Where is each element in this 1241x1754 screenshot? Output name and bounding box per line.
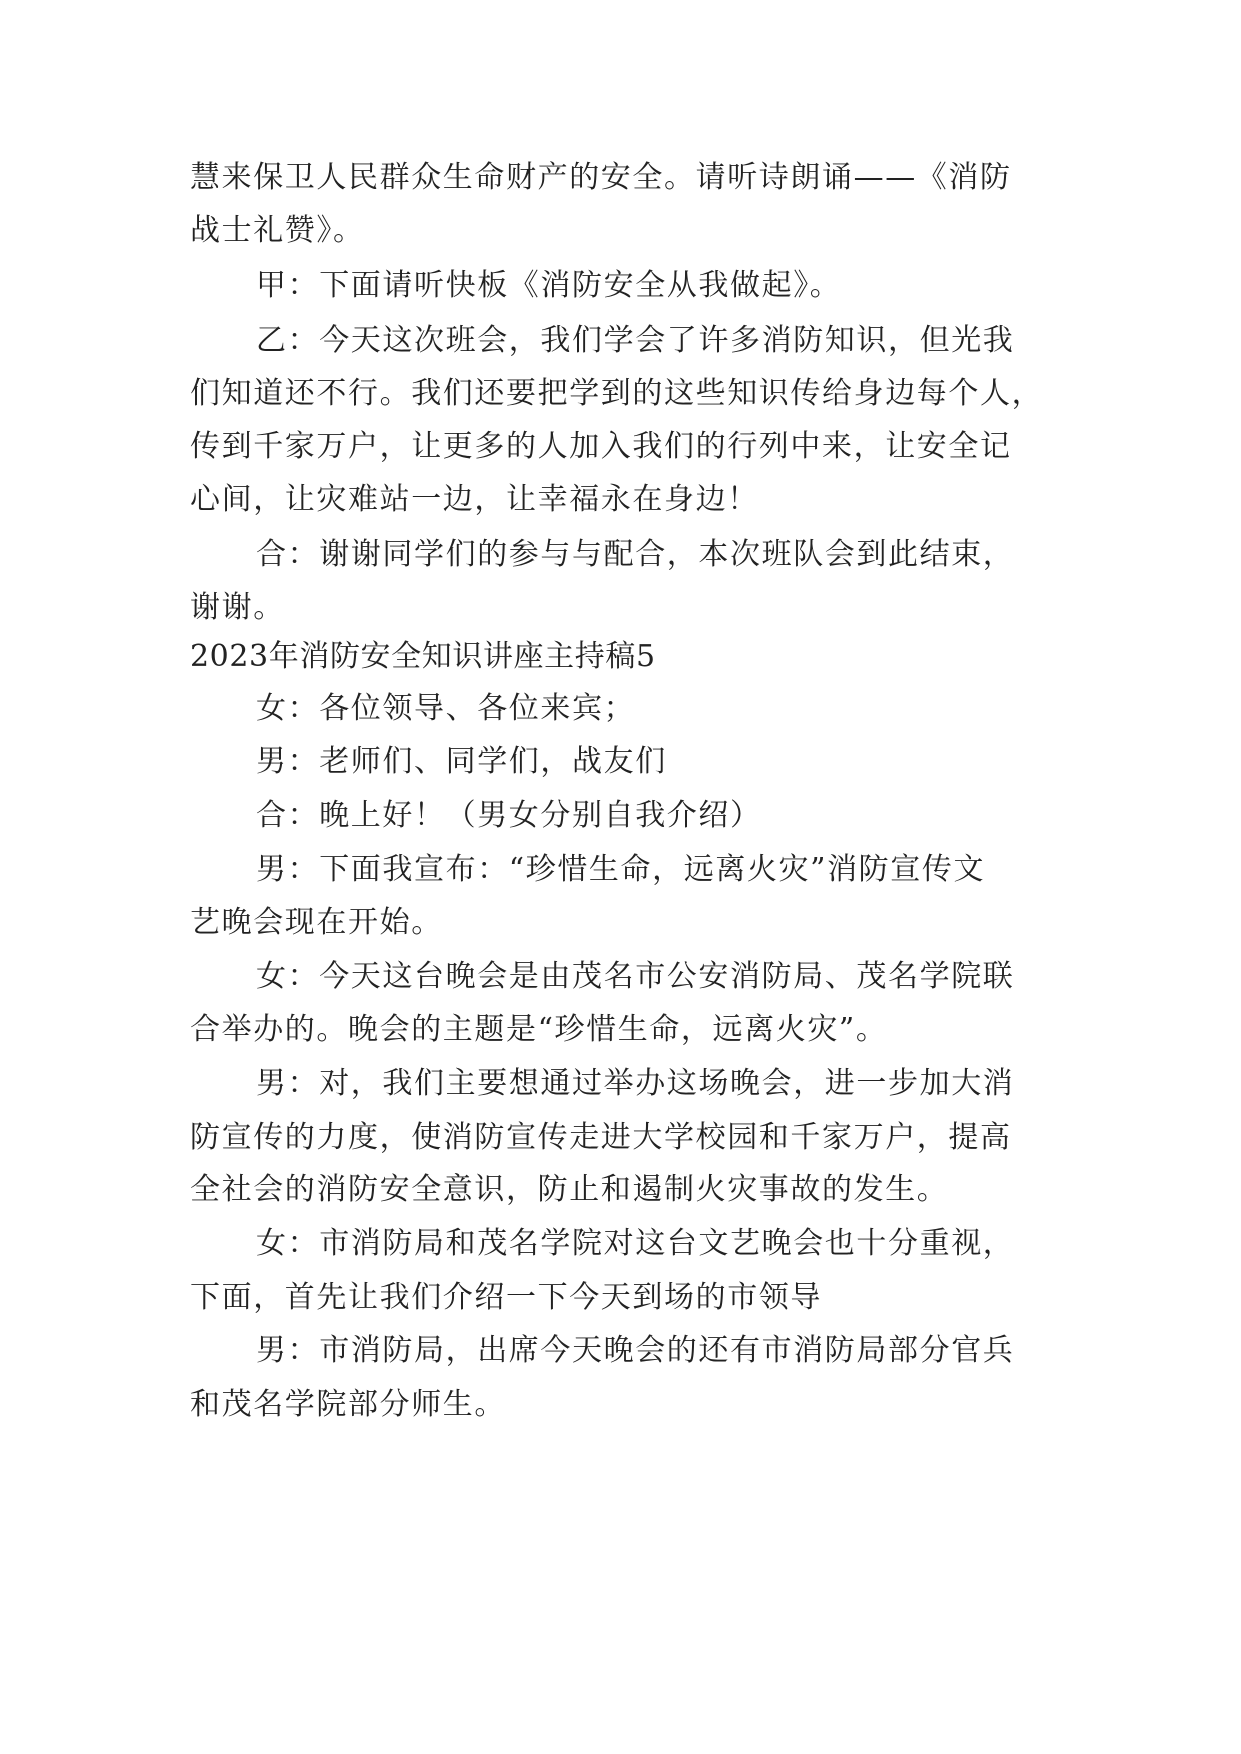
paragraph-line: 女：各位领导、各位来宾； xyxy=(256,691,636,726)
paragraph-line: 们知道还不行。我们还要把学到的这些知识传给身边每个人， xyxy=(190,376,1044,411)
paragraph-line: 男：市消防局，出席今天晚会的还有市消防局部分官兵 xyxy=(256,1333,1015,1368)
paragraph-line: 全社会的消防安全意识，防止和遏制火灾事故的发生。 xyxy=(190,1172,949,1207)
paragraph-line: 女：市消防局和茂名学院对这台文艺晚会也十分重视， xyxy=(256,1226,1015,1261)
paragraph-line: 合：谢谢同学们的参与与配合，本次班队会到此结束， xyxy=(256,537,1015,572)
paragraph-line: 甲：下面请听快板《消防安全从我做起》。 xyxy=(256,268,842,303)
paragraph-line: 谢谢。 xyxy=(190,590,285,625)
paragraph-line: 乙：今天这次班会，我们学会了许多消防知识，但光我 xyxy=(256,323,1015,358)
paragraph-line: 心间，让灾难站一边，让幸福永在身边！ xyxy=(190,482,759,517)
paragraph-line: 慧来保卫人民群众生命财产的安全。请听诗朗诵——《消防 xyxy=(190,160,1012,195)
paragraph-line: 合举办的。晚会的主题是“珍惜生命，远离火灾”。 xyxy=(190,1012,888,1047)
paragraph-line: 下面，首先让我们介绍一下今天到场的市领导 xyxy=(190,1280,822,1315)
paragraph-line: 合：晚上好！（男女分别自我介绍） xyxy=(256,798,762,833)
paragraph-line: 防宣传的力度，使消防宣传走进大学校园和千家万户，提高 xyxy=(190,1120,1012,1155)
paragraph-line: 男：下面我宣布：“珍惜生命，远离火灾”消防宣传文 xyxy=(256,852,986,887)
paragraph-line: 艺晚会现在开始。 xyxy=(190,905,443,940)
paragraph-line: 传到千家万户，让更多的人加入我们的行列中来，让安全记 xyxy=(190,429,1012,464)
paragraph-line: 男：对，我们主要想通过举办这场晚会，进一步加大消 xyxy=(256,1066,1015,1101)
paragraph-line: 男：老师们、同学们，战友们 xyxy=(256,744,667,779)
paragraph-line: 战士礼赞》。 xyxy=(190,213,365,248)
paragraph-line: 女：今天这台晚会是由茂名市公安消防局、茂名学院联 xyxy=(256,959,1015,994)
section-heading: 2023年消防安全知识讲座主持稿5 xyxy=(190,639,656,674)
paragraph-line: 和茂名学院部分师生。 xyxy=(190,1387,506,1422)
